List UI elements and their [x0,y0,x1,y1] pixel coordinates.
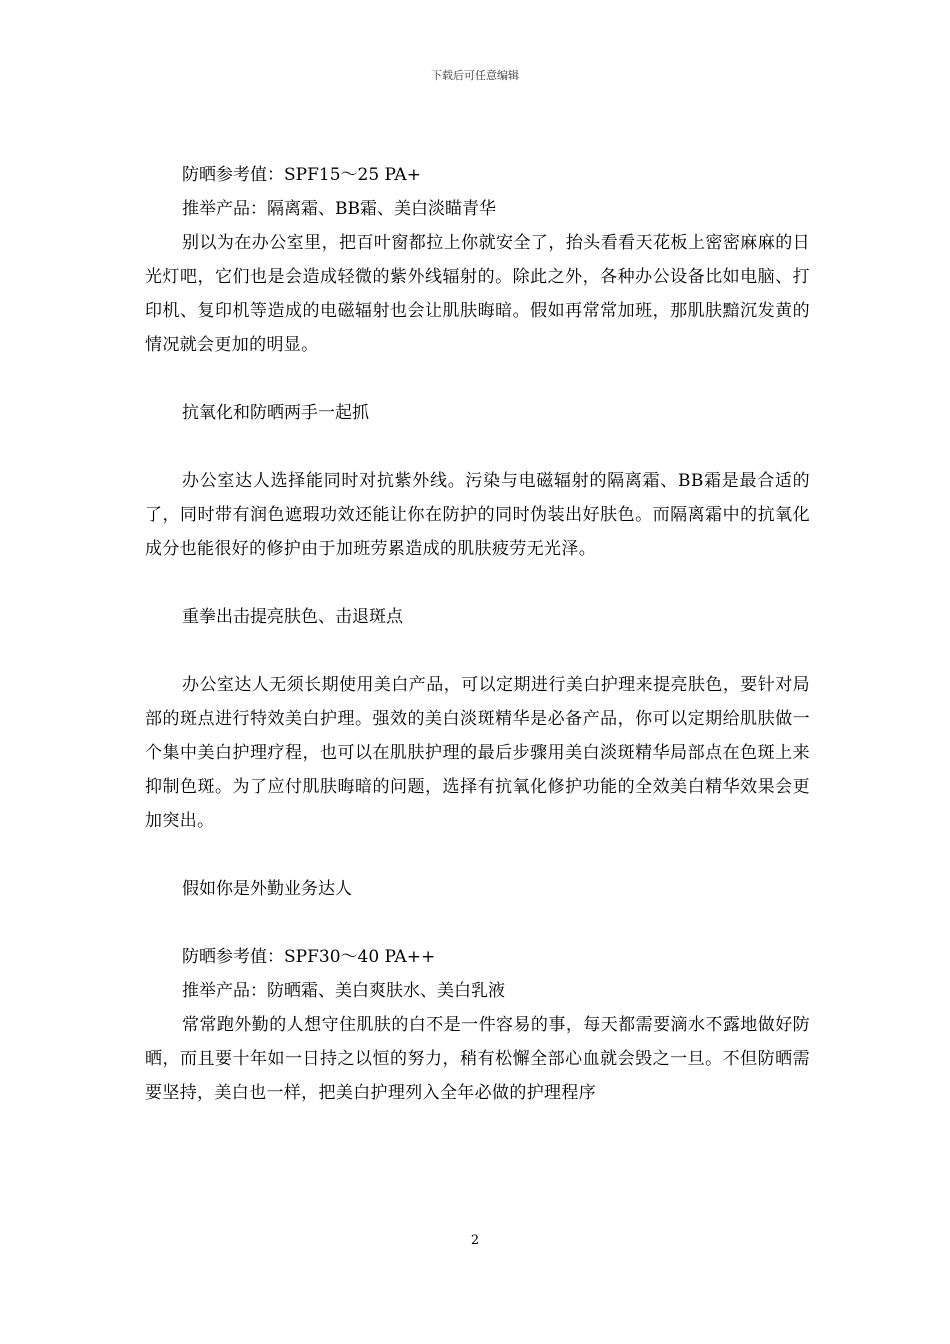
header-note: 下载后可任意编辑 [431,69,519,82]
heading-brighten: 重拳出击提亮肤色、击退斑点 [182,607,403,627]
recommended-products-office: 推举产品：隔离霜、BB霜、美白淡瞄青华 [182,199,496,219]
paragraph-office-intro: 别以为在办公室里，把百叶窗都拉上你就安全了，抬头看看天花板上密密麻麻的日光灯吧，它们也是会造成轻微的紫外线辐射的。除此之外，各种办公设备比如电脑、打印机、复印机等造成的电磁辐射也会让肌肤晦暗。假如再常常加班，那肌肤黯沉发黄的情况就会更加的明显。 [145,233,810,355]
heading-antioxidant: 抗氧化和防晒两手一起抓 [182,403,369,423]
heading-field-worker: 假如你是外勤业务达人 [182,879,352,899]
paragraph-brighten: 办公室达人无须长期使用美白产品，可以定期进行美白护理来提亮肤色，要针对局部的斑点进行特效美白护理。强效的美白淡斑精华是必备产品，你可以定期给肌肤做一个集中美白护理疗程，也可以在肌肤护理的最后步骤用美白淡斑精华局部点在色斑上来抑制色斑。为了应付肌肤晦暗的问题，选择有抗氧化修护功能的全效美白精华效果会更加突出。 [145,675,810,831]
paragraph-field-worker: 常常跑外勤的人想守住肌肤的白不是一件容易的事，每天都需要滴水不露地做好防晒，而且要十年如一日持之以恒的努力，稍有松懈全部心血就会毁之一旦。不但防晒需要坚持，美白也一样，把美白护理列入全年必做的护理程序 [145,1015,810,1103]
spf-reference-field: 防晒参考值：SPF30～40 PA++ [182,947,436,967]
page-number: 2 [470,1233,480,1248]
document-body [145,158,810,1110]
paragraph-antioxidant: 办公室达人选择能同时对抗紫外线。污染与电磁辐射的隔离霜、BB霜是最合适的了，同时带有润色遮瑕功效还能让你在防护的同时伪装出好肤色。而隔离霜中的抗氧化成分也能很好的修护由于加班劳累造成的肌肤疲劳无光泽。 [145,471,810,559]
spf-reference-office: 防晒参考值：SPF15～25 PA+ [182,165,421,185]
recommended-products-field: 推举产品：防晒霜、美白爽肤水、美白乳液 [182,981,505,1001]
